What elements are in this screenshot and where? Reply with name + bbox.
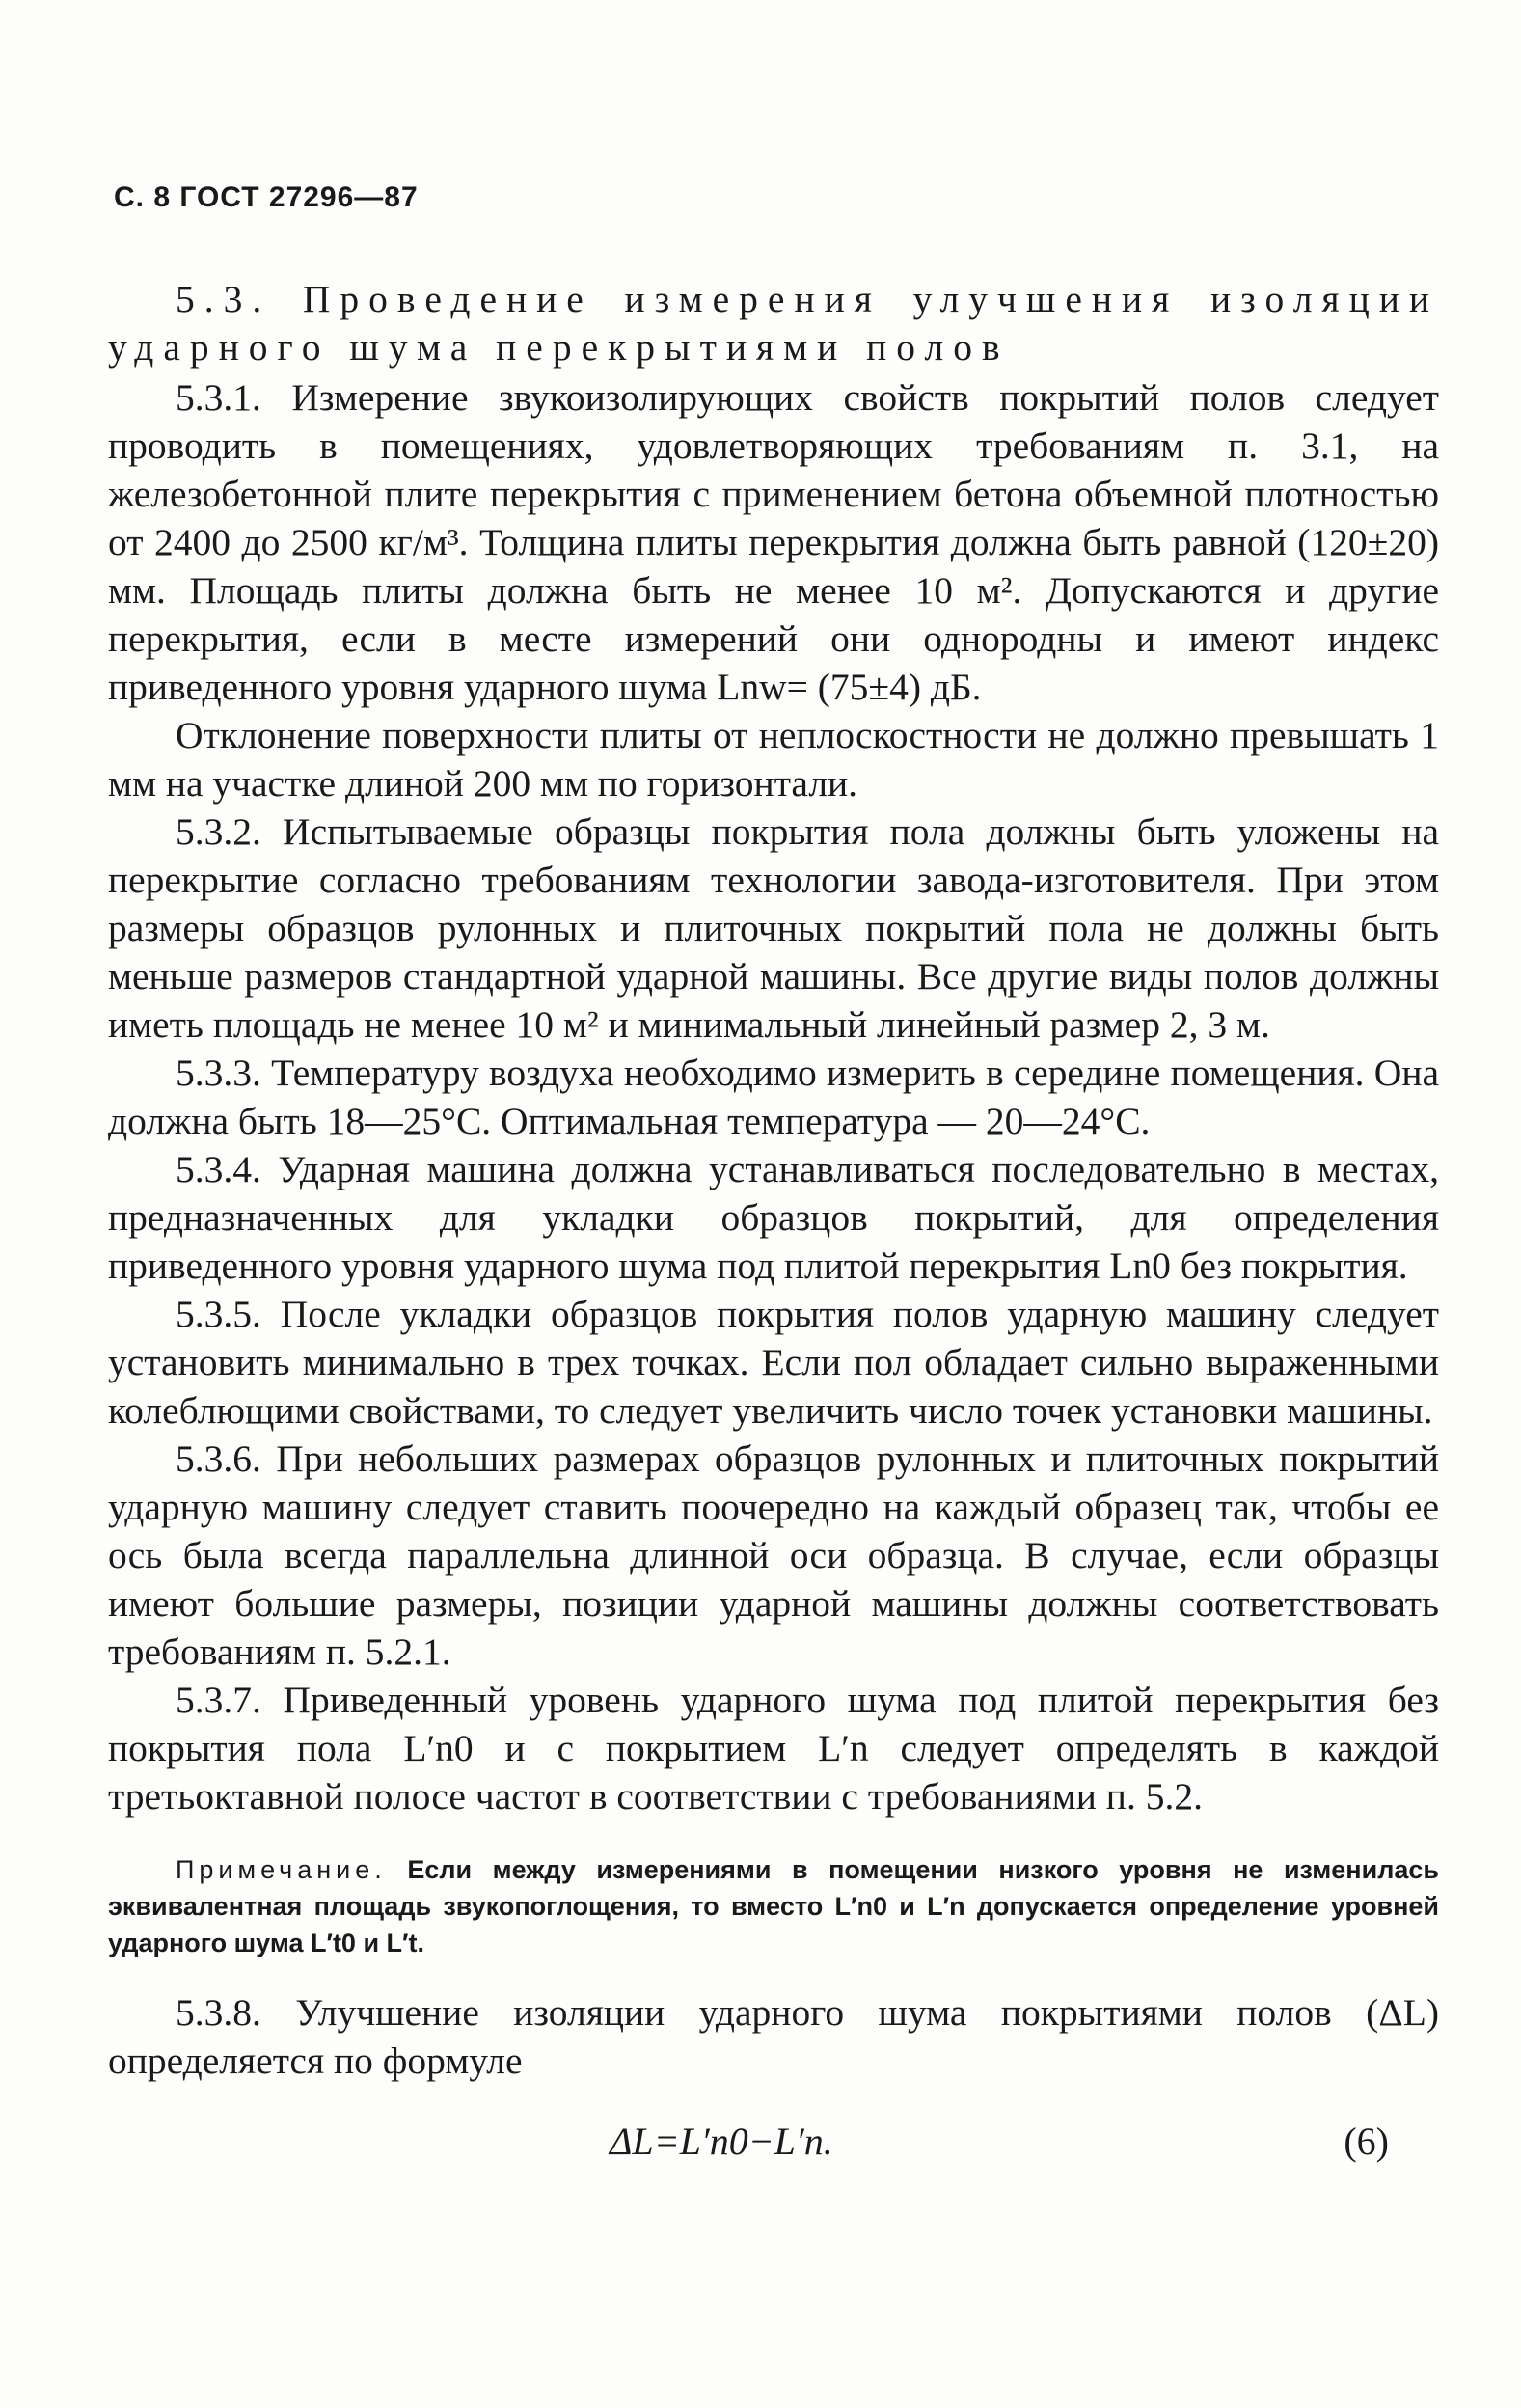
paragraph-5-3-4: 5.3.4. Ударная машина должна устанавливаться последовательно в местах, предназначенных для укладки образцов покрытий, для определения приведенного уровня ударного шума под плитой перекрытия Ln0 без покрытия. xyxy=(108,1148,1439,1287)
paragraph-5-3-8: 5.3.8. Улучшение изоляции ударного шума покрытиями полов (ΔL) определяется по формуле xyxy=(108,1991,1439,2082)
paragraph-5-3-3: 5.3.3. Температуру воздуха необходимо измерить в середине помещения. Она должна быть 18—25°С. Оптимальная температура — 20—24°С. xyxy=(108,1052,1439,1142)
page-content xyxy=(108,275,1439,2187)
formula-number: (6) xyxy=(1344,2120,1389,2163)
paragraph-5-3-1: 5.3.1. Измерение звукоизолирующих свойств покрытий полов следует проводить в помещениях, удовлетворяющих требованиям п. 3.1, на железобетонной плите перекрытия с применением бетона объемной плотностью от 2400 до 2500 кг/м³. Толщина плиты перекрытия должна быть равной (120±20) мм. Площадь плиты должна быть не менее 10 м². Допускаются и другие перекрытия, если в месте измерений они однородны и имеют индекс приведенного уровня ударного шума Lnw= (75±4) дБ. xyxy=(108,376,1439,708)
note-label: Примечание. xyxy=(176,1855,387,1884)
note xyxy=(108,1851,1439,1961)
paragraph-5-3-6: 5.3.6. При небольших размерах образцов рулонных и плиточных покрытий ударную машину следует ставить поочередно на каждый образец так, чтобы ее ось была всегда параллельна длинной оси образца. В случае, если образцы имеют большие размеры, позиции ударной машины должны соответствовать требованиям п. 5.2.1. xyxy=(108,1437,1439,1673)
paragraph-5-3-2: 5.3.2. Испытываемые образцы покрытия пола должны быть уложены на перекрытие согласно требованиям технологии завода-изготовителя. При этом размеры образцов рулонных и плиточных покрытий пола не должны быть меньше размеров стандартной ударной машины. Все другие виды полов должны иметь площадь не менее 10 м² и минимальный линейный размер 2, 3 м. xyxy=(108,810,1439,1046)
note-text: Если между измерениями в помещении низкого уровня не изменилась эквивалентная площадь звукопоглощения, то вместо L′n0 и L′n допускается определение уровней ударного шума L′t0 и L′t. xyxy=(108,1855,1439,1957)
page-header: С. 8 ГОСТ 27296—87 xyxy=(114,181,419,213)
section-title: 5.3. Проведение измерения улучшения изоляции ударного шума перекрытиями полов xyxy=(108,278,1439,369)
paragraph-5-3-7: 5.3.7. Приведенный уровень ударного шума под плитой перекрытия без покрытия пола L′n0 и с покрытием L′n следует определять в каждой третьоктавной полосе частот в соответствии с требованиями п. 5.2. xyxy=(108,1679,1439,1818)
formula: ΔL=L′n0−L′n. xyxy=(610,2120,833,2163)
formula-row xyxy=(108,2110,1439,2187)
paragraph-5-3-5: 5.3.5. После укладки образцов покрытия полов ударную машину следует установить минимально в трех точках. Если пол обладает сильно выраженными колеблющими свойствами, то следует увеличить число точек установки машины. xyxy=(108,1293,1439,1432)
paragraph-deviation: Отклонение поверхности плиты от неплоскостности не должно превышать 1 мм на участке длиной 200 мм по горизонтали. xyxy=(108,714,1439,805)
